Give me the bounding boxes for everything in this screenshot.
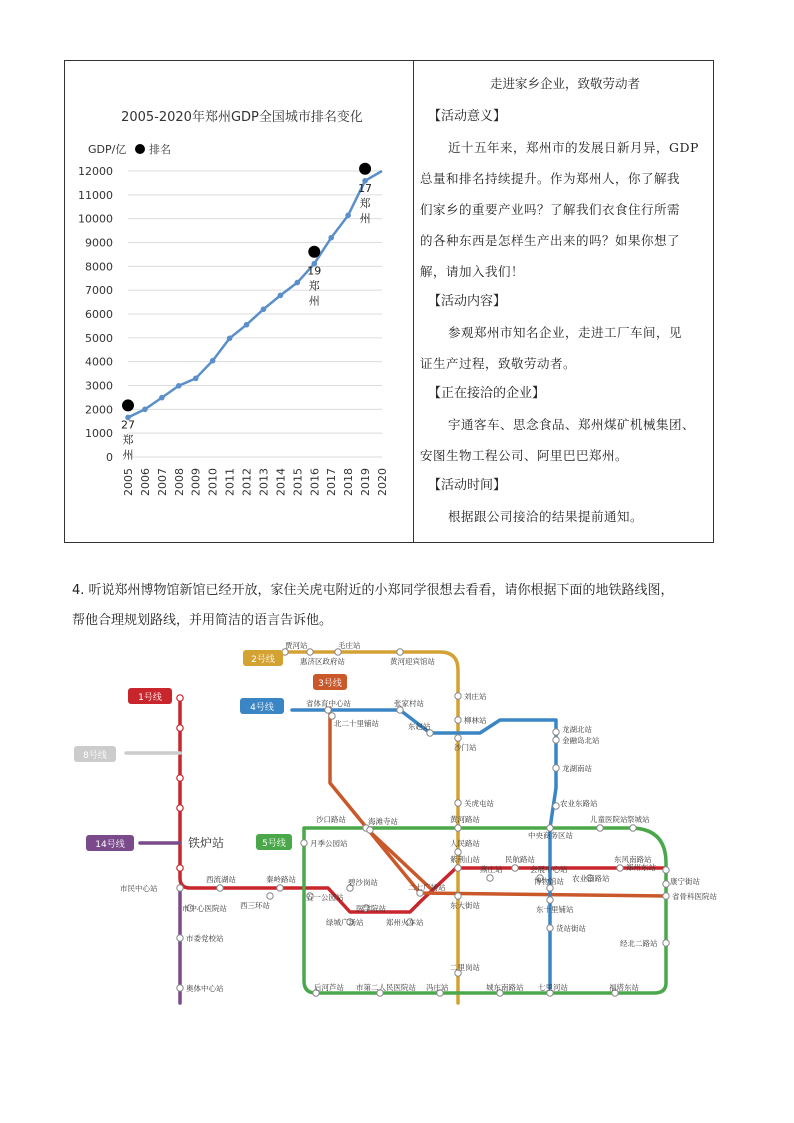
question-4 — [72, 576, 732, 636]
companies-line: 宇通客车、思念食品、郑州煤矿机械集团、 — [448, 417, 696, 432]
meaning-line: 们家乡的重要产业吗？了解我们衣食住行所需 — [420, 202, 681, 217]
line-1-label: 1号线 — [138, 693, 162, 703]
station-label[interactable]: 祭城站 — [627, 815, 650, 824]
station-marker[interactable] — [597, 825, 603, 831]
station-label[interactable]: 刘庄站 — [464, 692, 487, 701]
gdp-rank-chart — [64, 60, 412, 540]
gdp-point — [227, 336, 233, 342]
gdp-point — [210, 358, 216, 364]
companies-line: 安图生物工程公司、阿里巴巴郑州。 — [420, 448, 629, 463]
station-label[interactable]: 康宁街站 — [670, 877, 700, 886]
station-label[interactable]: 北二十里铺站 — [334, 719, 379, 728]
x-tick-label: 2005 — [122, 468, 135, 496]
time-line: 根据跟公司接洽的结果提前通知。 — [448, 509, 644, 524]
gdp-point — [261, 306, 267, 312]
legend-label: 排名 — [149, 143, 171, 156]
y-tick-label: 6000 — [85, 308, 113, 321]
station-label[interactable]: 奥体中心站 — [186, 984, 224, 993]
station-label[interactable]: 张家村站 — [394, 699, 424, 708]
y-tick-label: 3000 — [85, 379, 113, 393]
gdp-point — [193, 376, 199, 382]
y-tick-label: 9000 — [85, 236, 113, 250]
station-marker[interactable] — [455, 825, 461, 831]
y-tick-label: 1000 — [85, 427, 113, 441]
station-label[interactable]: 贾河站 — [285, 641, 308, 650]
meaning-line: 解，请加入我们！ — [420, 264, 525, 279]
x-tick-label: 2018 — [342, 468, 356, 496]
station-marker[interactable] — [177, 935, 183, 941]
x-tick-label: 2011 — [223, 468, 237, 496]
gdp-point — [295, 280, 301, 286]
rank-number: 27 — [121, 418, 135, 432]
station-label[interactable]: 关虎屯站 — [464, 799, 494, 808]
section-heading-content: 【活动内容】 — [428, 294, 507, 309]
station-marker[interactable] — [553, 765, 559, 771]
station-marker[interactable] — [663, 893, 669, 899]
y-tick-label: 11000 — [78, 188, 113, 202]
legend-marker-icon — [135, 144, 145, 154]
station-label[interactable]: 博物馆站 — [534, 877, 564, 886]
station-label[interactable]: 海滩寺站 — [368, 817, 398, 826]
station-label[interactable]: 东风南路站 — [614, 855, 652, 864]
station-marker[interactable] — [177, 985, 183, 991]
rank-number: 17 — [358, 181, 373, 195]
x-tick-label: 2013 — [257, 468, 271, 496]
station-label[interactable]: 农业东路站 — [560, 799, 598, 808]
station-label[interactable]: 黄河迎宾馆站 — [390, 657, 435, 666]
station-label[interactable]: 货站街站 — [556, 924, 586, 933]
line-3-label: 3号线 — [318, 679, 342, 689]
station-label[interactable]: 西流湖站 — [206, 875, 236, 884]
station-label[interactable]: 沙门站 — [454, 743, 477, 752]
station-label[interactable]: 后河芦站 — [314, 983, 344, 992]
station-label[interactable]: 惠济区政府站 — [300, 657, 345, 666]
meaning-line: 近十五年来，郑州市的发展日新月异，GDP — [448, 140, 699, 155]
meaning-line: 总量和排名持续提升。作为郑州人，你了解我 — [420, 171, 681, 186]
station-label[interactable]: 民航路站 — [505, 855, 535, 864]
gdp-point — [328, 235, 334, 241]
station-label[interactable]: 柳林站 — [464, 716, 487, 725]
y-tick-label: 10000 — [78, 212, 113, 226]
station-label[interactable]: 西三环站 — [240, 901, 270, 910]
station-label[interactable]: 东大街站 — [450, 901, 480, 910]
station-marker[interactable] — [217, 885, 223, 891]
station-marker[interactable] — [663, 881, 669, 887]
x-tick-label: 2020 — [376, 468, 389, 496]
line-8-label: 8号线 — [83, 751, 107, 761]
station-marker[interactable] — [553, 803, 559, 809]
rank-city-top: 郑 — [308, 279, 320, 293]
station-marker[interactable] — [553, 729, 559, 735]
station-label[interactable]: 农业南路站 — [572, 874, 610, 883]
table-divider — [413, 60, 414, 542]
question-line-2: 帮他合理规划路线，并用简洁的语言告诉他。 — [72, 613, 333, 628]
station-label[interactable]: 毛庄站 — [338, 641, 361, 650]
station-label[interactable]: 龙湖南站 — [562, 764, 592, 773]
station-marker[interactable] — [630, 825, 636, 831]
activity-panel — [420, 60, 710, 532]
station-label[interactable]: 省骨科医院站 — [672, 892, 717, 901]
station-label[interactable]: 黄河路站 — [450, 815, 480, 824]
x-tick-label: 2008 — [172, 468, 186, 496]
chart-title: 2005-2020年郑州GDP全国城市排名变化 — [121, 110, 363, 125]
station-marker[interactable] — [267, 893, 273, 899]
station-marker[interactable] — [177, 695, 183, 701]
x-tick-label: 2007 — [155, 468, 169, 496]
y-tick-label: 2000 — [85, 403, 113, 417]
x-tick-label: 2009 — [189, 468, 203, 496]
y-tick-label: 8000 — [85, 260, 113, 274]
station-label[interactable]: 郑州火车站 — [386, 918, 424, 927]
station-label[interactable]: 龙湖北站 — [562, 725, 592, 734]
station-label[interactable]: 中央商务区站 — [528, 831, 573, 840]
station-label[interactable]: 二七广场站 — [408, 883, 446, 892]
station-label[interactable]: 二里岗站 — [450, 963, 480, 972]
station-label[interactable]: 月季公园站 — [310, 839, 348, 848]
station-marker[interactable] — [177, 865, 183, 871]
station-marker[interactable] — [663, 940, 669, 946]
station-marker[interactable] — [455, 865, 461, 871]
station-label[interactable]: 经北二路站 — [620, 939, 658, 948]
meaning-line: 的各种东西是怎样生产出来的吗？如果你想了 — [420, 233, 681, 248]
y-axis-label: GDP/亿 — [88, 143, 127, 156]
y-tick-label: 12000 — [78, 165, 113, 178]
station-label[interactable]: 紫荆山站 — [450, 855, 480, 864]
line-5-label: 5号线 — [262, 839, 286, 849]
station-label[interactable]: 市中心医院站 — [182, 904, 227, 913]
x-tick-label: 2019 — [359, 468, 373, 496]
section-heading-companies: 【正在接洽的企业】 — [428, 386, 546, 401]
gdp-point — [278, 293, 284, 299]
station-marker[interactable] — [512, 865, 518, 871]
rank-marker — [122, 399, 134, 411]
station-marker[interactable] — [455, 893, 461, 899]
station-marker[interactable] — [455, 693, 461, 699]
station-label[interactable]: 碧沙岗站 — [348, 878, 378, 887]
rank-city-top: 郑 — [359, 196, 371, 210]
station-label[interactable]: 福塔东站 — [609, 983, 639, 992]
station-marker[interactable] — [177, 885, 183, 891]
line-14-route — [140, 843, 180, 1003]
station-label[interactable]: 省体育中心站 — [306, 699, 351, 708]
station-label[interactable]: 七里河站 — [538, 983, 568, 992]
x-tick-label: 2012 — [240, 468, 254, 496]
gdp-series-line — [128, 171, 382, 417]
station-marker[interactable] — [277, 885, 283, 891]
gdp-point — [142, 407, 148, 413]
station-marker[interactable] — [553, 737, 559, 743]
station-marker[interactable] — [617, 865, 623, 871]
line-14-label: 14号线 — [95, 840, 125, 850]
station-marker[interactable] — [547, 925, 553, 931]
x-tick-label: 2017 — [325, 468, 339, 496]
x-tick-label: 2006 — [138, 468, 152, 496]
station-label[interactable]: 城东南路站 — [486, 983, 524, 992]
station-marker[interactable] — [455, 717, 461, 723]
activity-title: 走进家乡企业，致敬劳动者 — [489, 76, 640, 91]
section-heading-meaning: 【活动意义】 — [428, 109, 507, 124]
station-marker[interactable] — [177, 725, 183, 731]
station-marker[interactable] — [455, 800, 461, 806]
station-label[interactable]: 儿童医院站 — [590, 815, 628, 824]
station-marker[interactable] — [487, 875, 493, 881]
content-line: 证生产过程，致敬劳动者。 — [420, 356, 577, 371]
metro-map — [70, 638, 730, 1008]
station-label[interactable]: 市委党校站 — [186, 934, 224, 943]
rank-number: 19 — [307, 264, 322, 278]
rank-marker — [308, 246, 320, 258]
question-line-1: 4. 听说郑州博物馆新馆已经开放，家住关虎屯附近的小郑同学很想去看看，请你根据下面的地铁路线图， — [72, 583, 674, 598]
station-label[interactable]: 秦岭路站 — [266, 875, 296, 884]
x-tick-label: 2015 — [291, 468, 305, 496]
station-label[interactable]: 市民中心站 — [120, 884, 158, 893]
station-label[interactable]: 五一公园站 — [306, 893, 344, 902]
station-label[interactable]: 东十里铺站 — [536, 905, 574, 914]
rank-city-bottom: 州 — [122, 448, 134, 462]
station-label[interactable]: 金融岛北站 — [562, 736, 600, 745]
y-tick-label: 0 — [106, 451, 113, 464]
station-label[interactable]: 燕庄站 — [480, 865, 503, 874]
station-label[interactable]: 沙口路站 — [316, 815, 346, 824]
line-2-label: 2号线 — [251, 655, 275, 665]
content-line: 参观郑州市知名企业，走进工厂车间，见 — [448, 325, 683, 340]
station-marker[interactable] — [455, 735, 461, 741]
y-tick-label: 5000 — [85, 331, 113, 345]
rank-marker — [359, 163, 371, 175]
station-marker[interactable] — [547, 897, 553, 903]
rank-city-bottom: 州 — [359, 211, 371, 225]
station-label[interactable]: 会展中心站 — [530, 865, 568, 874]
y-tick-label: 4000 — [85, 355, 113, 369]
big-station-label: 铁炉站 — [188, 836, 225, 850]
rank-city-top: 郑 — [122, 433, 134, 447]
y-tick-label: 7000 — [85, 284, 113, 298]
gdp-point — [345, 213, 351, 219]
station-marker[interactable] — [663, 867, 669, 873]
gdp-point — [159, 395, 165, 401]
station-label[interactable]: 东赵站 — [408, 722, 431, 731]
gdp-point — [176, 383, 182, 389]
station-label[interactable]: 冯庄站 — [426, 983, 449, 992]
station-marker[interactable] — [397, 649, 403, 655]
station-label[interactable]: 人民路站 — [450, 839, 480, 848]
x-tick-label: 2010 — [206, 468, 220, 496]
station-label[interactable]: 郑州东站 — [626, 863, 656, 872]
rank-city-bottom: 州 — [308, 294, 320, 308]
station-marker[interactable] — [177, 805, 183, 811]
x-tick-label: 2016 — [308, 468, 322, 496]
station-marker[interactable] — [301, 840, 307, 846]
section-heading-time: 【活动时间】 — [428, 478, 507, 493]
station-marker[interactable] — [307, 649, 313, 655]
station-marker[interactable] — [177, 775, 183, 781]
x-tick-label: 2014 — [274, 468, 288, 496]
station-label[interactable]: 医学院站 — [356, 904, 386, 913]
station-label[interactable]: 绿城广场站 — [326, 918, 364, 927]
station-label[interactable]: 市第二人民医院站 — [356, 983, 416, 992]
station-marker[interactable] — [367, 827, 373, 833]
line-4-label: 4号线 — [250, 703, 274, 713]
gdp-point — [244, 322, 250, 328]
